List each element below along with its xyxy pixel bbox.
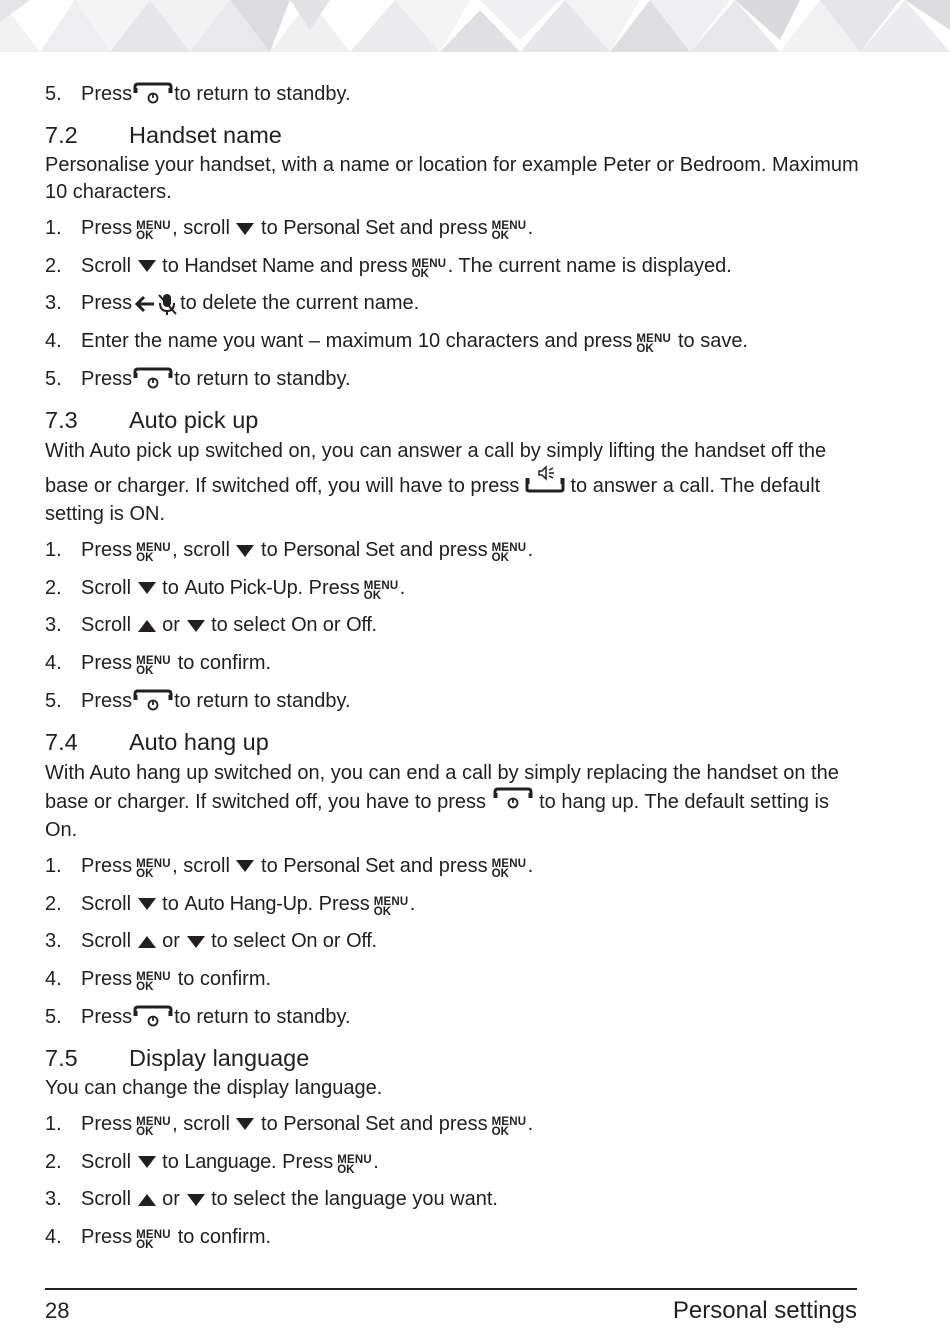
end-call-icon	[132, 367, 174, 393]
step-number: 1.	[45, 1112, 62, 1135]
talk-speaker-icon	[525, 465, 565, 495]
step-text: Scroll to Handset Name and press MENU OK . The current name is displayed.	[81, 250, 732, 282]
step-number: 2.	[45, 1150, 62, 1173]
footer-divider	[45, 1288, 857, 1290]
footer-section-name: Personal settings	[672, 1297, 857, 1324]
step-number: 4.	[45, 330, 62, 353]
section-description: Personalise your handset, with a name or location for example Peter or Bedroom. Maximum 10 characters.	[45, 153, 859, 203]
step-number: 5.	[45, 689, 62, 712]
menu-ok-icon: MENU OK	[411, 257, 447, 280]
instruction-step	[45, 1146, 865, 1184]
step-number: 5.	[45, 1005, 62, 1028]
step-number: 4.	[45, 968, 62, 991]
end-call-icon	[132, 82, 174, 108]
step-text: Scroll or to select On or Off.	[81, 930, 378, 953]
step-text: Press MENU OK , scroll to Personal Set and press MENU OK .	[81, 534, 533, 566]
step-number: 2.	[45, 576, 62, 599]
scroll-down-icon	[186, 935, 206, 949]
step-text: Press to return to standby.	[81, 78, 351, 110]
section-description: With Auto pick up switched on, you can answer a call by simply lifting the handset off the base or charger. If switched off, you will have to press to answer a call. The default setting is ON.	[45, 439, 827, 525]
instruction-step	[45, 647, 865, 685]
instruction-step	[45, 850, 865, 888]
instruction-step	[45, 1183, 865, 1221]
instruction-step	[45, 250, 865, 288]
step-text: Press MENU OK , scroll to Personal Set and press MENU OK .	[81, 850, 533, 882]
section-heading-handset-name	[45, 118, 865, 152]
menu-ok-icon: MENU OK	[491, 219, 527, 242]
scroll-down-icon	[235, 859, 255, 873]
section-number: 7.3	[45, 406, 78, 433]
instruction-step	[45, 325, 865, 363]
step-number: 1.	[45, 538, 62, 561]
section-number: 7.4	[45, 728, 78, 755]
section-description: You can change the display language.	[45, 1076, 383, 1099]
instruction-step	[45, 212, 865, 250]
step-text: Scroll to Auto Pick-Up. Press MENU OK .	[81, 572, 405, 604]
scroll-down-icon	[235, 544, 255, 558]
scroll-down-icon	[137, 259, 157, 273]
step-number: 4.	[45, 652, 62, 675]
step-text: Enter the name you want – maximum 10 characters and press MENU OK to save.	[81, 325, 748, 357]
section-number: 7.5	[45, 1044, 78, 1071]
step-text: Press to delete the current name.	[81, 292, 420, 315]
step-text: Scroll or to select the language you want.	[81, 1188, 498, 1211]
step-text: Scroll to Auto Hang-Up. Press MENU OK .	[81, 888, 415, 920]
section-number: 7.2	[45, 121, 78, 148]
step-text: Press MENU OK to confirm.	[81, 963, 271, 995]
instruction-step	[45, 685, 865, 723]
menu-ok-icon: MENU OK	[136, 971, 171, 994]
instruction-step	[45, 925, 865, 963]
menu-ok-icon: MENU OK	[136, 857, 171, 880]
step-text: Press to return to standby.	[81, 1001, 351, 1033]
end-call-icon	[492, 787, 534, 813]
step-number: 3.	[45, 614, 62, 637]
menu-ok-icon: MENU OK	[636, 333, 672, 356]
section-description: With Auto hang up switched on, you can end a call by simply replacing the handset on the base or charger. If switched off, you have to press to hang up. The default setting is On.	[45, 761, 839, 841]
step-text: Press MENU OK , scroll to Personal Set and press MENU OK .	[81, 212, 533, 244]
step-text: Scroll to Language. Press MENU OK .	[81, 1146, 379, 1178]
scroll-down-icon	[186, 619, 206, 633]
end-call-icon	[132, 689, 174, 715]
step-number: 3.	[45, 930, 62, 953]
instruction-step	[45, 1221, 865, 1259]
scroll-down-icon	[235, 222, 255, 236]
step-number: 1.	[45, 216, 62, 239]
instruction-step	[45, 287, 865, 325]
section-title: Auto hang up	[129, 728, 269, 755]
step-number: 2.	[45, 892, 62, 915]
header-banner	[0, 0, 950, 52]
step-text: Press to return to standby.	[81, 363, 351, 395]
section-heading-auto-hang-up	[45, 725, 865, 759]
menu-ok-icon: MENU OK	[363, 579, 399, 602]
menu-ok-icon: MENU OK	[136, 1229, 171, 1252]
step-number: 5.	[45, 367, 62, 390]
section-title: Handset name	[129, 121, 282, 148]
menu-ok-icon: MENU OK	[373, 895, 409, 918]
menu-ok-icon: MENU OK	[136, 1115, 171, 1138]
instruction-step	[45, 963, 865, 1001]
menu-ok-icon: MENU OK	[136, 219, 171, 242]
step-text: Scroll or to select On or Off.	[81, 614, 378, 637]
step-number: 4.	[45, 1226, 62, 1249]
instruction-step	[45, 78, 865, 116]
scroll-down-icon	[235, 1117, 255, 1131]
manual-page-content	[45, 78, 865, 1259]
step-text: Press MENU OK , scroll to Personal Set and press MENU OK .	[81, 1108, 533, 1140]
scroll-up-icon	[137, 935, 157, 949]
step-number: 1.	[45, 854, 62, 877]
scroll-down-icon	[137, 1155, 157, 1169]
step-number: 3.	[45, 292, 62, 315]
step-number: 3.	[45, 1188, 62, 1211]
section-title: Display language	[129, 1044, 310, 1071]
instruction-step	[45, 609, 865, 647]
scroll-down-icon	[137, 897, 157, 911]
menu-ok-icon: MENU OK	[136, 541, 171, 564]
step-text: Press MENU OK to confirm.	[81, 1221, 271, 1253]
menu-ok-icon: MENU OK	[491, 541, 527, 564]
instruction-step	[45, 888, 865, 926]
step-number: 5.	[45, 83, 62, 105]
menu-ok-icon: MENU OK	[337, 1153, 372, 1176]
instruction-step	[45, 1001, 865, 1039]
menu-ok-icon: MENU OK	[136, 655, 171, 678]
section-heading-display-language	[45, 1041, 865, 1075]
scroll-up-icon	[137, 619, 157, 633]
instruction-step	[45, 534, 865, 572]
step-text: Press MENU OK to confirm.	[81, 647, 271, 679]
step-number: 2.	[45, 254, 62, 277]
section-title: Auto pick up	[129, 406, 259, 433]
menu-ok-icon: MENU OK	[491, 1115, 527, 1138]
page-number: 28	[45, 1298, 70, 1323]
end-call-icon	[132, 1005, 174, 1031]
scroll-up-icon	[137, 1193, 157, 1207]
scroll-down-icon	[186, 1193, 206, 1207]
step-text: Press to return to standby.	[81, 685, 351, 717]
instruction-step	[45, 363, 865, 401]
delete-mute-icon	[132, 292, 180, 316]
instruction-step	[45, 572, 865, 610]
section-heading-auto-pick-up	[45, 403, 865, 437]
scroll-down-icon	[137, 581, 157, 595]
menu-ok-icon: MENU OK	[491, 857, 527, 880]
instruction-step	[45, 1108, 865, 1146]
